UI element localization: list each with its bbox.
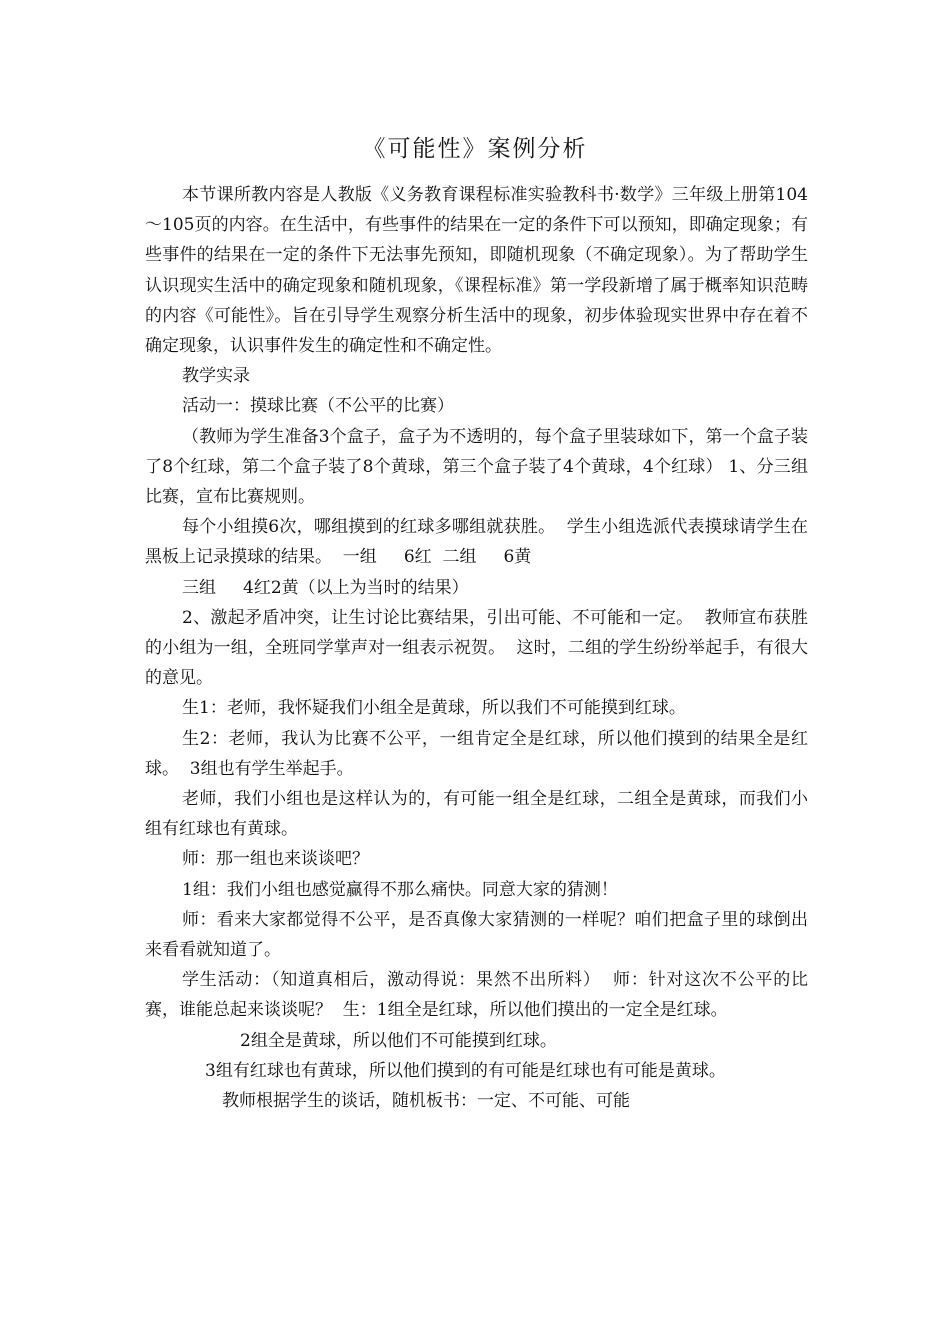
paragraph-group-one-reply: 1组：我们小组也感觉赢得不那么痛快。同意大家的猜测！ [182,879,618,900]
paragraph-teacher-ask: 师：那一组也来谈谈吧？ [182,849,369,870]
paragraph-box-setup: （教师为学生准备3个盒子，盒子为不透明的，每个盒子里装球如下，第一个盒子装了8个红球，第二个盒子装了8个黄球，第三个盒子装了4个黄球，4个红球） 1、分三组比赛，宣布比赛规则。 [145,426,808,508]
paragraph-student-two: 生2：老师，我认为比赛不公平，一组肯定全是红球，所以他们摸到的结果全是红球。 3组也有学生举起手。 [145,728,808,779]
paragraph-rules: 每个小组摸6次，哪组摸到的红球多哪组就获胜。 学生小组选派代表摸球请学生在黑板上记录摸球的结果。 一组 6红 二组 6黄 [145,517,808,568]
paragraph-teaching-record: 教学实录 [182,366,250,387]
paragraph-board-writing: 教师根据学生的谈话，随机板书：一定、不可能、可能 [222,1091,630,1112]
document-body [145,180,808,1116]
document-title: 《可能性》案例分析 [362,136,588,162]
paragraph-teacher-check: 师：看来大家都觉得不公平，是否真像大家猜测的一样呢？咱们把盒子里的球倒出来看看就知道了。 [145,909,808,961]
paragraph-student-activity: 学生活动：（知道真相后，激动得说：果然不出所料） 师：针对这次不公平的比赛，谁能总起来谈谈呢？ 生：1组全是红球，所以他们摸出的一定全是红球。 [145,970,808,1021]
paragraph-group-two-summary: 2组全是黄球，所以他们不可能摸到红球。 [240,1030,557,1051]
paragraph-activity-one: 活动一：摸球比赛（不公平的比赛） [182,396,454,417]
paragraph-student-one: 生1：老师，我怀疑我们小组全是黄球，所以我们不可能摸到红球。 [182,698,686,719]
paragraph-conflict: 2、激起矛盾冲突，让生讨论比赛结果，引出可能、不可能和一定。 教师宣布获胜的小组为一组，全班同学掌声对一组表示祝贺。 这时，二组的学生纷纷举起手，有很大的意见。 [145,607,808,689]
paragraph-group-three-result: 三组 4红2黄（以上为当时的结果） [182,577,469,598]
paragraph-group-three-view: 老师，我们小组也是这样认为的，有可能一组全是红球，二组全是黄球，而我们小组有红球也有黄球。 [145,789,808,840]
paragraph-group-three-summary: 3组有红球也有黄球，所以他们摸到的有可能是红球也有可能是黄球。 [205,1060,726,1081]
paragraph-intro: 本节课所教内容是人教版《义务教育课程标准实验教科书·数学》三年级上册第104～105页的内容。在生活中，有些事件的结果在一定的条件下可以预知，即确定现象；有些事件的结果在一定的条件下无法事先预知，即随机现象（不确定现象）。为了帮助学生认识现实生活中的确定现象和随机现象，《课程标准》第一学段新增了属于概率知识范畴的内容《可能性》。旨在引导学生观察分析生活中的现象，初步体验现实世界中存在着不确定现象，认识事件发生的确定性和不确定性。 [145,185,808,357]
